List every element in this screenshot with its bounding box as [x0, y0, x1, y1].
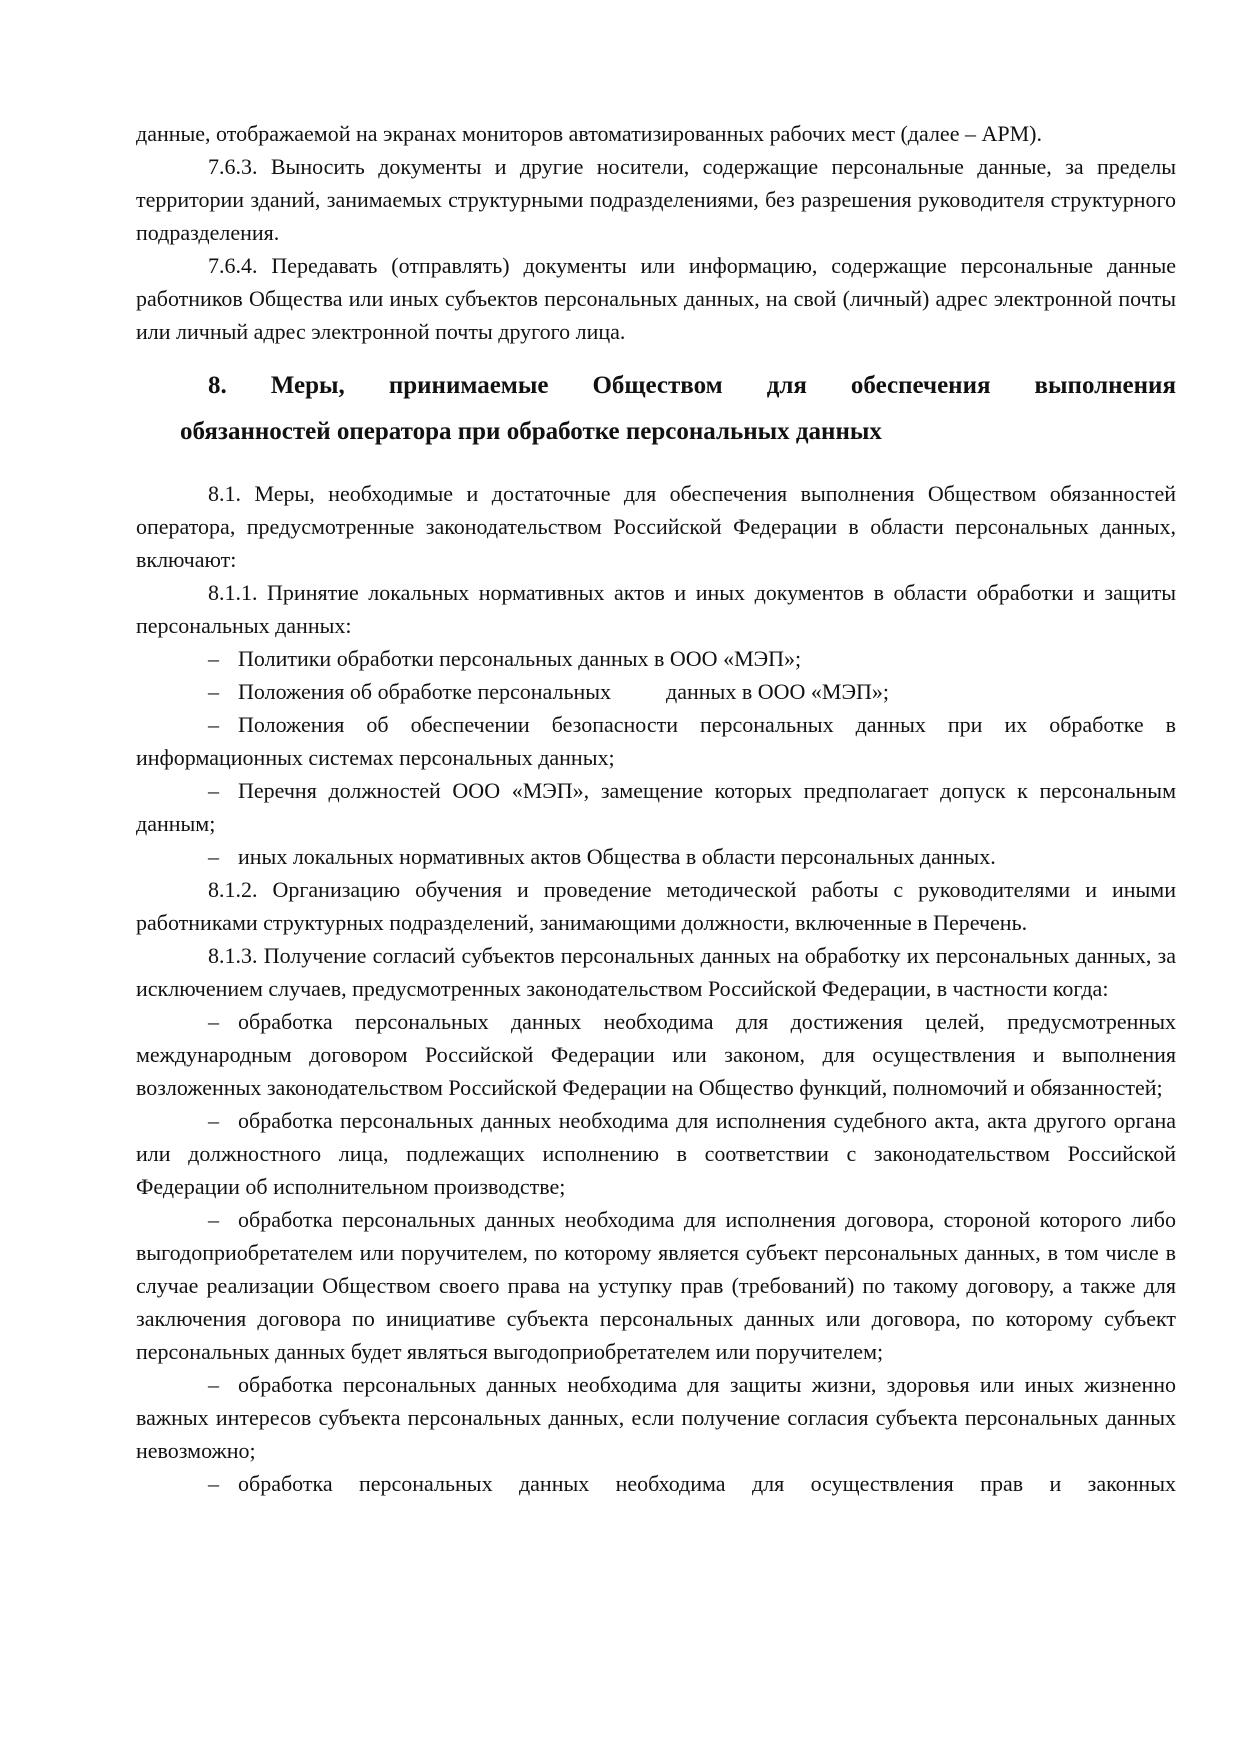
- dash-marker: –: [208, 1108, 219, 1133]
- section-8-heading-line-2: обязанностей оператора при обработке персональных данных: [180, 418, 882, 445]
- document-page: [136, 117, 1176, 1500]
- section-8-heading: [136, 363, 1176, 455]
- list-item: – Перечня должностей ООО «МЭП», замещение которых предполагает допуск к персональным данным;: [136, 774, 1176, 840]
- paragraph-7-6-3: 7.6.3. Выносить документы и другие носители, содержащие персональные данные, за пределы территории зданий, занимаемых структурными подразделениями, без разрешения руководителя структурного подразделения.: [136, 154, 1176, 245]
- list-item: – обработка персональных данных необходима для защиты жизни, здоровья или иных жизненно важных интересов субъекта персональных данных, если получение согласия субъекта персональных данных невозможно;: [136, 1368, 1176, 1467]
- list-item: – обработка персональных данных необходима для достижения целей, предусмотренных международным договором Российской Федерации или законом, для осуществления и выполнения возложенных законодательством Российской Федерации на Общество функций, полномочий и обязанностей;: [136, 1005, 1176, 1104]
- paragraph-8-1-3: 8.1.3. Получение согласий субъектов персональных данных на обработку их персональных данных, за исключением случаев, предусмотренных законодательством Российской Федерации, в частности когда:: [136, 943, 1176, 1001]
- dash-marker: –: [208, 679, 219, 704]
- dash-marker: –: [208, 844, 219, 869]
- list-item: – обработка персональных данных необходима для осуществления прав и законных: [136, 1467, 1176, 1500]
- paragraph-8-1-2: 8.1.2. Организацию обучения и проведение методической работы с руководителями и иными работниками структурных подразделений, занимающими должности, включенные в Перечень.: [136, 877, 1176, 935]
- dash-marker: –: [208, 646, 219, 671]
- dash-marker: –: [208, 1372, 219, 1397]
- list-item: – Положения об обработке персональных данных в ООО «МЭП»;: [136, 675, 1176, 708]
- dash-marker: –: [208, 1009, 219, 1034]
- paragraph-7-6-2-tail: данные, отображаемой на экранах мониторов автоматизированных рабочих мест (далее – АРМ).: [136, 121, 1042, 146]
- dash-marker: –: [208, 778, 219, 803]
- dash-marker: –: [208, 712, 219, 737]
- list-item: – обработка персональных данных необходима для исполнения договора, стороной которого либо выгодоприобретателем или поручителем, по которому является субъект персональных данных, в том числе в случае реализации Обществом своего права на уступку прав (требований) по такому договору, а также для заключения договора по инициативе субъекта персональных данных или договора, по которому субъект персональных данных будет являться выгодоприобретателем или поручителем;: [136, 1203, 1176, 1368]
- section-8-heading-line-1: 8. Меры, принимаемые Обществом для обеспечения выполнения: [208, 372, 1176, 399]
- dash-marker: –: [208, 1207, 219, 1232]
- paragraph-7-6-4: 7.6.4. Передавать (отправлять) документы или информацию, содержащие персональные данные работников Общества или иных субъектов персональных данных, на свой (личный) адрес электронной почты или личный адрес электронной почты другого лица.: [136, 253, 1176, 344]
- list-item: – Политики обработки персональных данных в ООО «МЭП»;: [136, 642, 1176, 675]
- list-item: – обработка персональных данных необходима для исполнения судебного акта, акта другого органа или должностного лица, подлежащих исполнению в соответствии с законодательством Российской Федерации об исполнительном производстве;: [136, 1104, 1176, 1203]
- paragraph-8-1: 8.1. Меры, необходимые и достаточные для обеспечения выполнения Обществом обязанностей оператора, предусмотренные законодательством Российской Федерации в области персональных данных, включают:: [136, 481, 1176, 572]
- dash-marker: –: [208, 1471, 219, 1496]
- list-item: – Положения об обеспечении безопасности персональных данных при их обработке в информационных системах персональных данных;: [136, 708, 1176, 774]
- paragraph-8-1-1: 8.1.1. Принятие локальных нормативных актов и иных документов в области обработки и защиты персональных данных:: [136, 580, 1176, 638]
- list-item: – иных локальных нормативных актов Общества в области персональных данных.: [136, 840, 1176, 873]
